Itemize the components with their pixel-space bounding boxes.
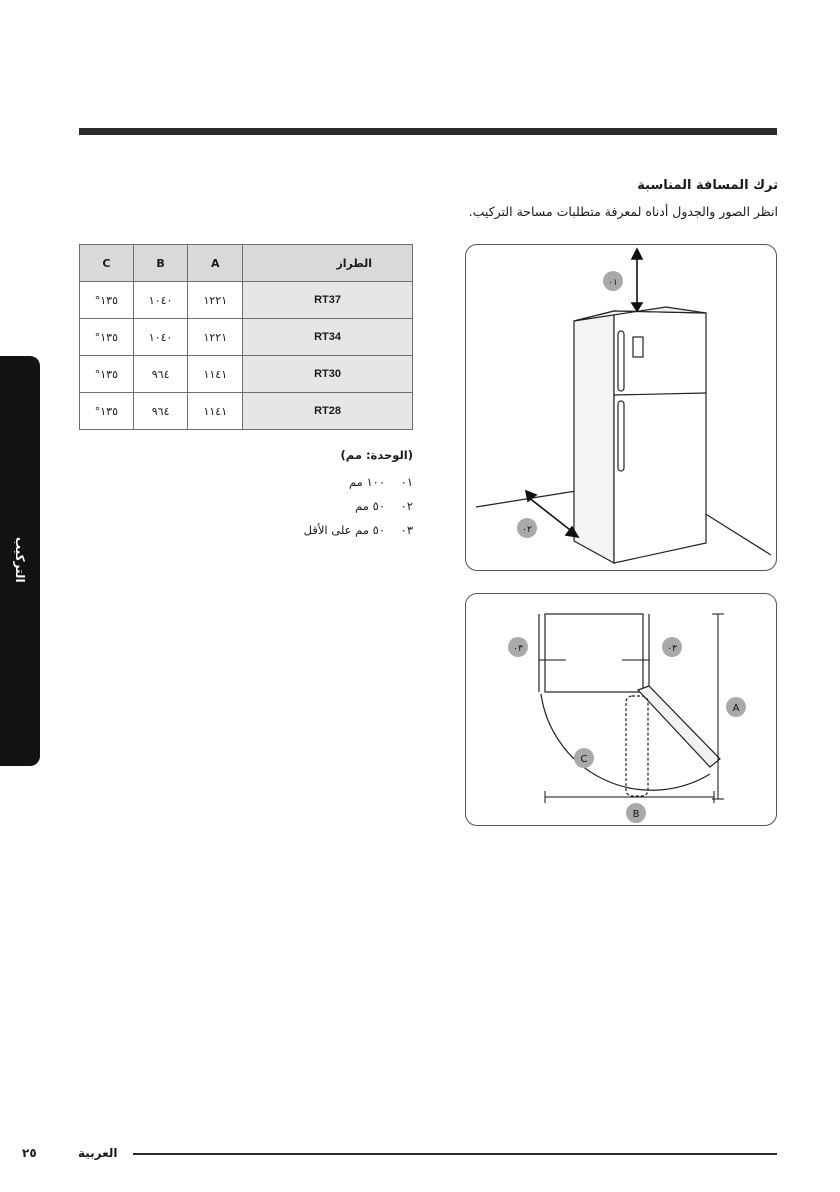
- cell-b: ١٠٤٠: [133, 282, 188, 319]
- cell-model: RT37: [243, 282, 413, 319]
- section-heading: ترك المسافة المناسبة: [637, 178, 778, 193]
- note-text: ٥٠ مم: [355, 499, 385, 513]
- fridge-side: [574, 311, 614, 563]
- note-item: [304, 470, 413, 494]
- fridge-perspective-drawing: [466, 245, 776, 570]
- label-03-left: ٠٣: [513, 644, 523, 654]
- door-closed-outline: [626, 696, 648, 796]
- table-row: [80, 356, 413, 393]
- table-row: [80, 282, 413, 319]
- cell-a: ١١٤١: [188, 393, 243, 430]
- arrow-head-up: [632, 249, 642, 259]
- cell-b: ١٠٤٠: [133, 319, 188, 356]
- cell-a: ١٢٢١: [188, 282, 243, 319]
- note-number: ٠٣: [400, 523, 413, 537]
- cell-a: ١١٤١: [188, 356, 243, 393]
- header-b: B: [133, 245, 188, 282]
- cell-b: ٩٦٤: [133, 356, 188, 393]
- cell-model: RT34: [243, 319, 413, 356]
- header-model: الطراز: [243, 245, 413, 282]
- arrow-head-back: [526, 491, 536, 501]
- cell-b: ٩٦٤: [133, 393, 188, 430]
- footer-rule: [133, 1153, 777, 1155]
- cell-model: RT28: [243, 393, 413, 430]
- arrow-head-down: [632, 303, 642, 311]
- unit-note: (الوحدة: مم): [340, 448, 413, 462]
- swung-door: [638, 686, 720, 767]
- note-number: ٠١: [400, 475, 413, 489]
- header-c: C: [80, 245, 134, 282]
- cell-a: ١٢٢١: [188, 319, 243, 356]
- label-03-right: ٠٣: [667, 644, 677, 654]
- figure-fridge-perspective: [465, 244, 777, 571]
- top-rule: [79, 128, 777, 135]
- cell-c: ١٣٥°: [80, 282, 134, 319]
- note-text: ٥٠ مم على الأقل: [303, 523, 385, 537]
- section-intro: انظر الصور والجدول أدناه لمعرفة متطلبات مساحة التركيب.: [468, 204, 778, 219]
- label-c: C: [580, 754, 588, 765]
- notes: [304, 448, 413, 542]
- note-item: [304, 518, 413, 542]
- footer-language: العربية: [78, 1146, 118, 1160]
- side-tab-label: التركيب: [13, 537, 27, 583]
- cell-c: ١٣٥°: [80, 393, 134, 430]
- fridge-body-top: [545, 614, 643, 692]
- cell-c: ١٣٥°: [80, 319, 134, 356]
- table-row: [80, 393, 413, 430]
- floor-line-right: [704, 513, 771, 555]
- figure-door-swing: [465, 593, 777, 826]
- table-row: [80, 319, 413, 356]
- clearance-table: [79, 244, 413, 430]
- label-01: ٠١: [608, 278, 618, 288]
- table-header-row: [80, 245, 413, 282]
- note-text: ١٠٠ مم: [348, 475, 385, 489]
- label-b: B: [632, 809, 640, 820]
- note-item: [304, 494, 413, 518]
- label-02: ٠٢: [522, 525, 532, 535]
- door-swing-drawing: [466, 594, 776, 825]
- page-number: ٢٥: [22, 1146, 37, 1160]
- fridge-front: [614, 311, 706, 563]
- label-a: A: [732, 703, 740, 714]
- cell-c: ١٣٥°: [80, 356, 134, 393]
- header-a: A: [188, 245, 243, 282]
- note-number: ٠٢: [400, 499, 413, 513]
- cell-model: RT30: [243, 356, 413, 393]
